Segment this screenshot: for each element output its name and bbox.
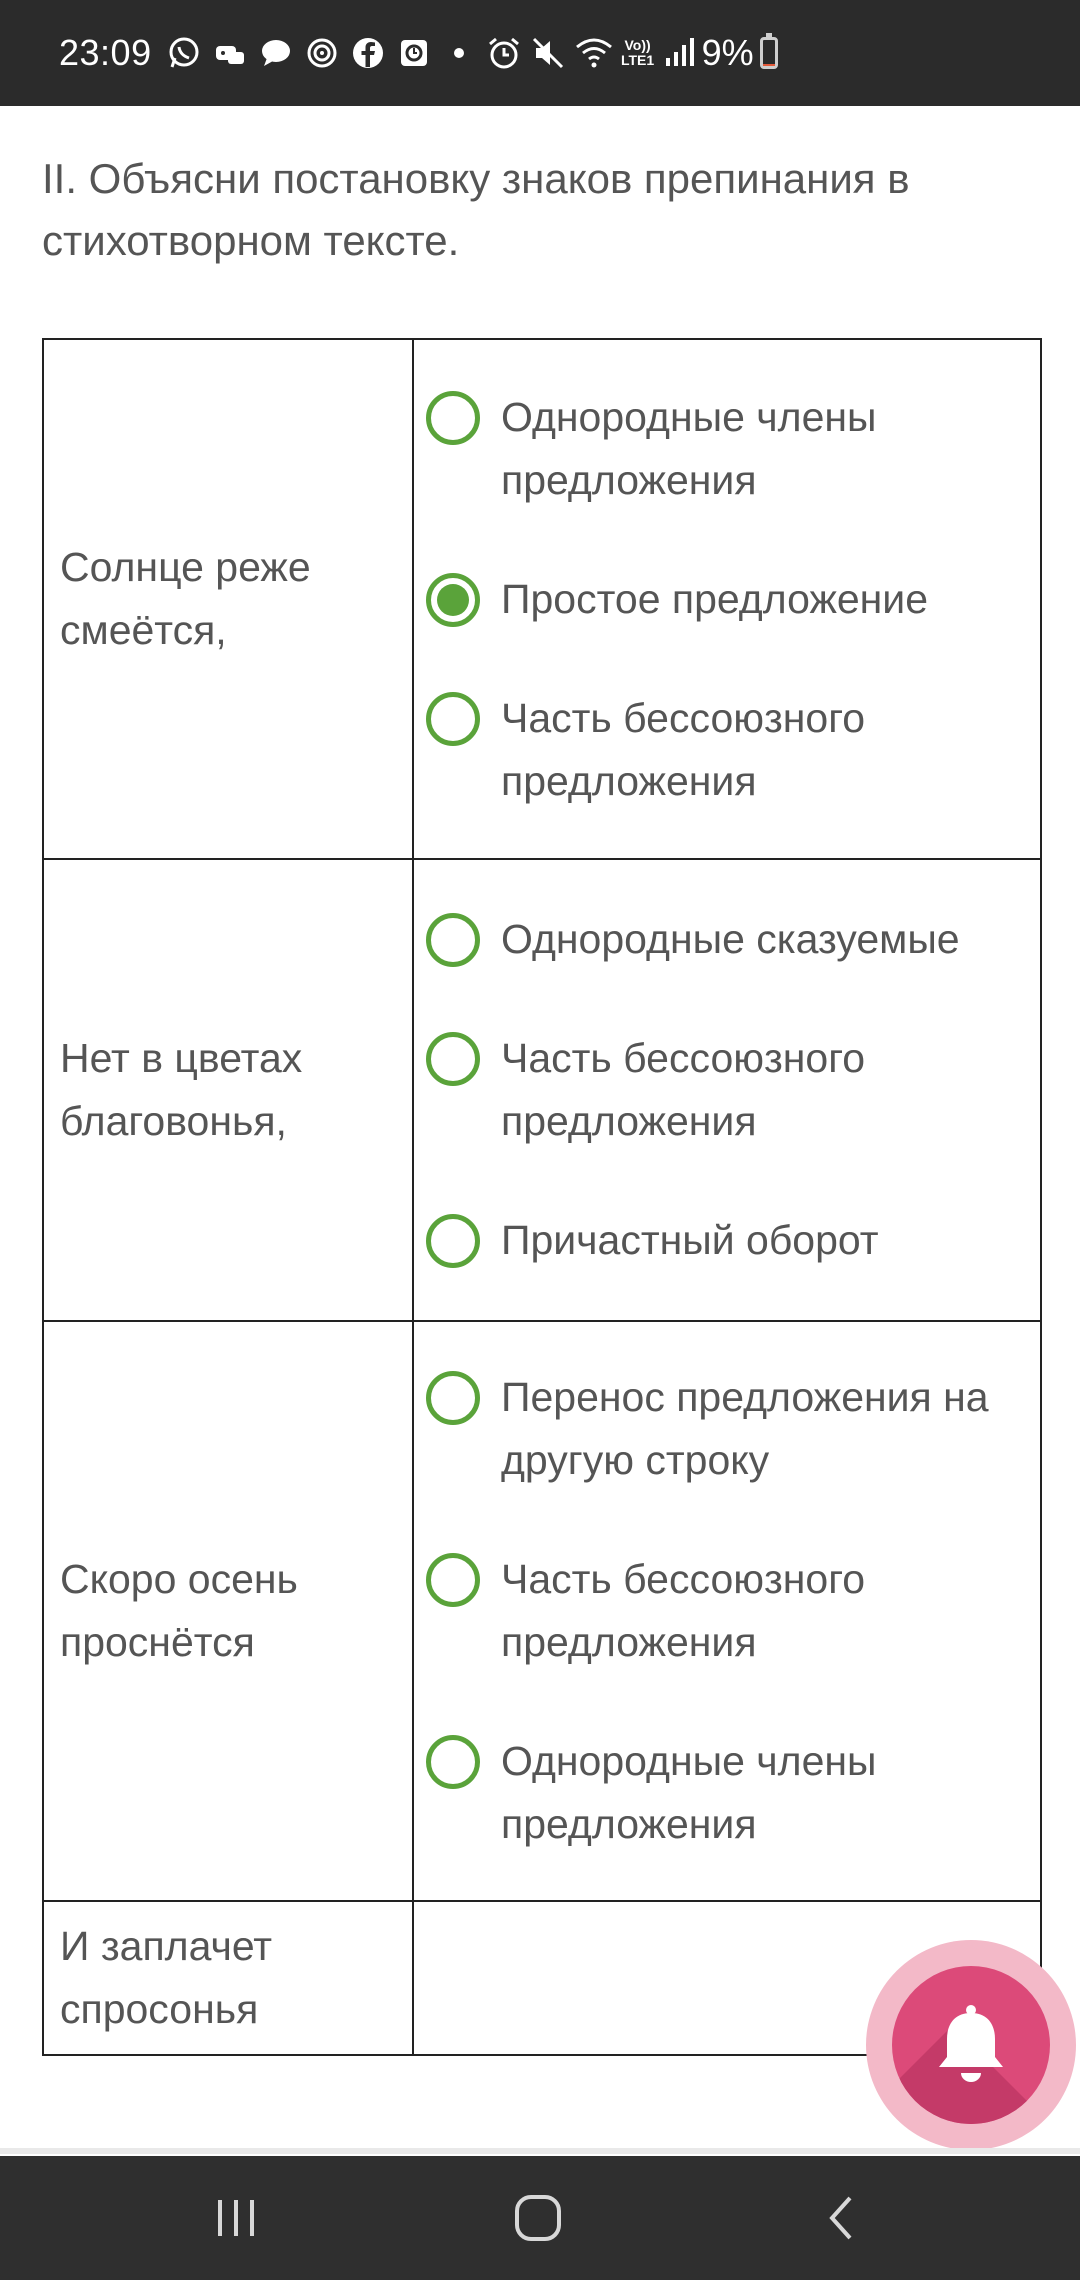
poem-line: И заплачет спросонья xyxy=(43,1901,413,2055)
radio-option[interactable] xyxy=(426,1548,1030,1674)
signal-icon xyxy=(664,36,694,70)
radio-option[interactable] xyxy=(426,1366,1030,1492)
battery-percent: 9% xyxy=(701,32,754,73)
option-label: Часть бессоюзного предложения xyxy=(501,694,866,804)
alarm-icon xyxy=(486,35,522,71)
game-controller-icon xyxy=(212,35,248,71)
option-label: Однородные сказуемые xyxy=(501,916,960,962)
options-cell xyxy=(413,859,1041,1321)
answer-table xyxy=(42,338,1042,2056)
poem-line: Солнце реже смеётся, xyxy=(43,339,413,859)
radio-option[interactable] xyxy=(426,1730,1030,1856)
clock-app-icon xyxy=(396,35,432,71)
radio-button[interactable] xyxy=(426,1553,480,1607)
option-label: Причастный оборот xyxy=(501,1217,879,1263)
notification-icons xyxy=(166,35,442,71)
navigation-bar xyxy=(0,2156,1080,2280)
option-label: Простое предложение xyxy=(501,575,929,622)
radio-option[interactable] xyxy=(426,1209,1030,1272)
radio-button[interactable] xyxy=(426,1032,480,1086)
radio-button[interactable] xyxy=(426,913,480,967)
radio-button[interactable] xyxy=(426,692,480,746)
table-row xyxy=(43,1321,1041,1901)
poem-line: Скоро осень проснётся xyxy=(43,1321,413,1901)
radio-button[interactable] xyxy=(426,573,480,627)
more-notifications-dot xyxy=(454,48,464,58)
recent-apps-icon xyxy=(214,2198,258,2238)
status-time: 23:09 xyxy=(59,32,152,73)
battery-level-fill xyxy=(763,64,775,66)
target-icon xyxy=(304,35,340,71)
whatsapp-icon xyxy=(166,35,202,71)
facebook-icon xyxy=(350,35,386,71)
option-label: Перенос предложения на другую строку xyxy=(501,1374,989,1483)
back-icon xyxy=(824,2194,856,2242)
poem-line: Нет в цветах благовонья, xyxy=(43,859,413,1321)
home-button[interactable] xyxy=(478,2178,598,2258)
chat-bubble-icon xyxy=(258,35,294,71)
radio-option[interactable] xyxy=(426,568,1030,631)
table-row xyxy=(43,859,1041,1321)
status-bar xyxy=(0,0,1080,106)
radio-button[interactable] xyxy=(426,391,480,445)
recent-apps-button[interactable] xyxy=(176,2178,296,2258)
radio-option[interactable] xyxy=(426,386,1030,512)
back-button[interactable] xyxy=(780,2178,900,2258)
nav-divider xyxy=(0,2148,1080,2154)
radio-button[interactable] xyxy=(426,1735,480,1789)
option-label: Однородные члены предложения xyxy=(501,1738,877,1847)
options-cell xyxy=(413,339,1041,859)
radio-option[interactable] xyxy=(426,908,1030,971)
radio-button[interactable] xyxy=(426,1214,480,1268)
wifi-icon xyxy=(574,35,614,71)
volte-icon: Vo)) LTE1 xyxy=(620,37,655,68)
option-label: Часть бессоюзного предложения xyxy=(501,1556,866,1665)
radio-option[interactable] xyxy=(426,687,1030,813)
radio-button[interactable] xyxy=(426,1371,480,1425)
mute-icon xyxy=(530,35,566,71)
system-icons xyxy=(486,32,778,74)
notifications-bell-button[interactable] xyxy=(892,1966,1050,2124)
option-label: Часть бессоюзного предложения xyxy=(501,1035,866,1144)
battery-icon xyxy=(760,37,778,69)
home-icon xyxy=(514,2194,562,2242)
bell-icon xyxy=(932,2003,1010,2087)
option-label: Однородные члены предложения xyxy=(501,393,877,503)
question-text: II. Объясни постановку знаков препинания в стихотворном тексте. xyxy=(42,155,910,264)
radio-option[interactable] xyxy=(426,1027,1030,1153)
table-row xyxy=(43,339,1041,859)
options-cell xyxy=(413,1321,1041,1901)
